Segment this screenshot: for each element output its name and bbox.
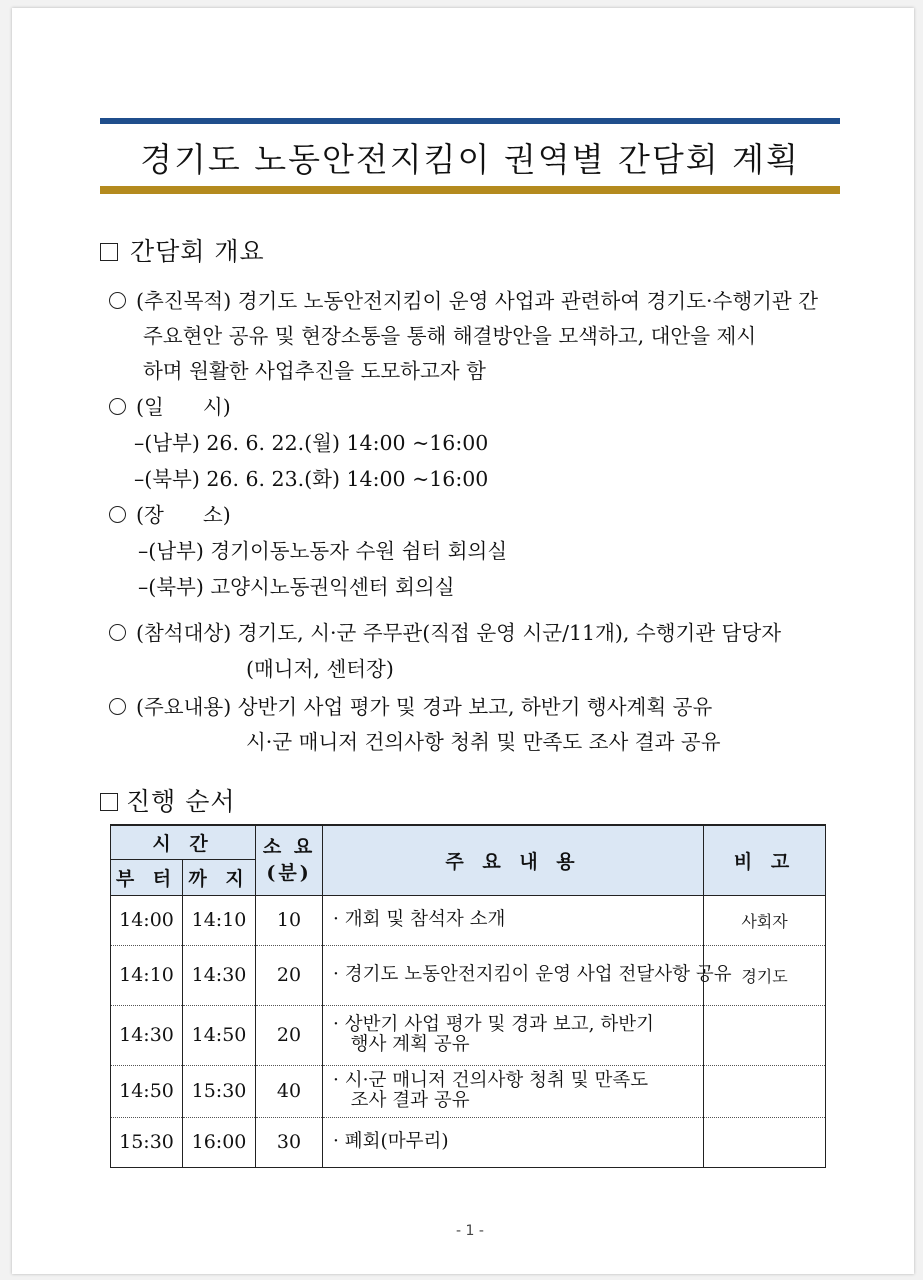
contents-line2: 시·군 매니저 건의사항 청취 및 만족도 조사 결과 공유 <box>246 730 721 754</box>
cell-duration: 10 <box>256 895 323 945</box>
circle-bullet-icon <box>109 292 126 309</box>
contents-line1: 상반기 사업 평가 및 경과 보고, 하반기 행사계획 공유 <box>237 695 713 719</box>
circle-bullet-icon <box>109 506 126 523</box>
cell-duration: 20 <box>256 945 323 1005</box>
date-north: –(북부) 26. 6. 23.(화) 14:00 ~16:00 <box>134 467 489 491</box>
section-heading-schedule <box>100 782 236 818</box>
purpose-line2: 주요현안 공유 및 현장소통을 통해 해결방안을 모색하고, 대안을 제시 <box>143 324 757 348</box>
table-row <box>111 1117 826 1167</box>
cell-content: · 상반기 사업 평가 및 경과 보고, 하반기 행사 계획 공유 <box>323 1005 704 1065</box>
schedule-table <box>110 824 826 1168</box>
table-row <box>111 945 826 1005</box>
title-top-rule <box>100 118 840 124</box>
page-number: - 1 - <box>456 1223 484 1239</box>
cell-from: 14:50 <box>111 1065 183 1117</box>
cell-duration: 40 <box>256 1065 323 1117</box>
cell-to: 15:30 <box>183 1065 256 1117</box>
cell-content: · 폐회(마무리) <box>323 1117 704 1167</box>
title-bottom-rule <box>100 186 840 194</box>
circle-bullet-icon <box>109 624 126 641</box>
contents-item <box>109 690 712 720</box>
place-item <box>109 498 231 528</box>
cell-to: 14:50 <box>183 1005 256 1065</box>
purpose-line3: 하며 원활한 사업추진을 도모하고자 함 <box>143 359 486 383</box>
cell-to: 14:30 <box>183 945 256 1005</box>
place-label: (장 소) <box>136 503 231 527</box>
table-row <box>111 895 826 945</box>
date-south: –(남부) 26. 6. 22.(월) 14:00 ~16:00 <box>134 431 489 455</box>
header-time: 시 간 <box>111 825 256 859</box>
table-row <box>111 1005 826 1065</box>
cell-from: 14:10 <box>111 945 183 1005</box>
header-note: 비 고 <box>704 825 826 895</box>
header-content: 주 요 내 용 <box>323 825 704 895</box>
cell-content: · 개회 및 참석자 소개 <box>323 895 704 945</box>
place-south: –(남부) 경기이동노동자 수원 쉼터 회의실 <box>138 539 508 563</box>
cell-duration: 20 <box>256 1005 323 1065</box>
cell-to: 16:00 <box>183 1117 256 1167</box>
cell-note <box>704 1065 826 1117</box>
header-from: 부 터 <box>111 859 183 895</box>
checkbox-square-icon <box>100 243 118 261</box>
purpose-line1: 경기도 노동안전지킴이 운영 사업과 관련하여 경기도·수행기관 간 <box>237 289 819 313</box>
circle-bullet-icon <box>109 698 126 715</box>
cell-note <box>704 1117 826 1167</box>
section-heading-text: 진행 순서 <box>126 787 236 816</box>
cell-from: 14:30 <box>111 1005 183 1065</box>
attendees-line2: (매니저, 센터장) <box>246 657 394 681</box>
cell-note: 경기도 <box>704 945 826 1005</box>
cell-from: 15:30 <box>111 1117 183 1167</box>
cell-duration: 30 <box>256 1117 323 1167</box>
header-to: 까 지 <box>183 859 256 895</box>
date-label: (일 시) <box>136 395 231 419</box>
circle-bullet-icon <box>109 398 126 415</box>
cell-to: 14:10 <box>183 895 256 945</box>
attendees-line1: 경기도, 시·군 주무관(직접 운영 시군/11개), 수행기관 담당자 <box>237 621 782 645</box>
section-heading-text: 간담회 개요 <box>130 237 265 266</box>
cell-note <box>704 1005 826 1065</box>
document-title: 경기도 노동안전지킴이 권역별 간담회 계획 <box>140 140 800 179</box>
checkbox-square-icon <box>100 793 118 811</box>
contents-label: (주요내용) <box>136 695 232 719</box>
cell-content: · 시·군 매니저 건의사항 청취 및 만족도 조사 결과 공유 <box>323 1065 704 1117</box>
document-page <box>12 8 914 1274</box>
section-heading-overview <box>100 232 265 268</box>
cell-content: · 경기도 노동안전지킴이 운영 사업 전달사항 공유 <box>323 945 704 1005</box>
purpose-item <box>109 284 818 314</box>
attendees-label: (참석대상) <box>136 621 232 645</box>
header-duration: 소 요 (분) <box>256 825 323 895</box>
cell-note: 사회자 <box>704 895 826 945</box>
attendees-item <box>109 616 781 646</box>
cell-from: 14:00 <box>111 895 183 945</box>
purpose-label: (추진목적) <box>136 289 232 313</box>
date-item <box>109 390 231 420</box>
table-row <box>111 1065 826 1117</box>
place-north: –(북부) 고양시노동권익센터 회의실 <box>138 575 455 599</box>
